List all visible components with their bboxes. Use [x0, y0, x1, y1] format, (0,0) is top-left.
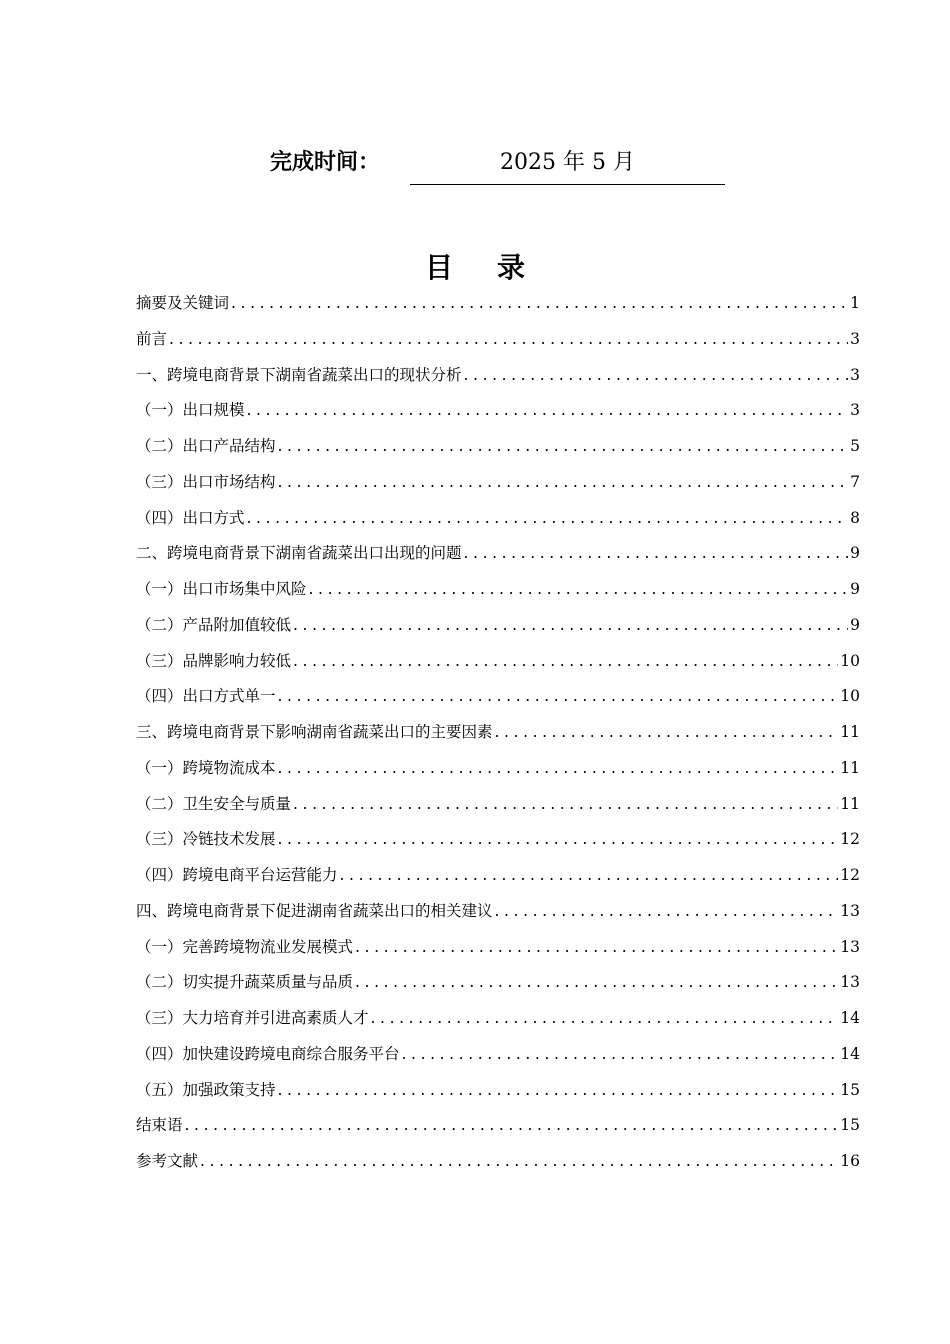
completion-date	[270, 146, 730, 186]
toc-entry-page: 9	[850, 580, 860, 598]
toc-entry-page: 11	[840, 723, 860, 741]
toc-entry-page: 13	[840, 901, 860, 920]
toc-entry[interactable]	[136, 787, 860, 823]
toc-entry-title: （四）加快建设跨境电商综合服务平台	[136, 1044, 400, 1063]
toc-entry-page: 14	[840, 1044, 860, 1063]
toc-entry-page: 12	[840, 866, 860, 884]
toc-leader-dots	[340, 858, 839, 894]
toc-entry-title: 三、跨境电商背景下影响湖南省蔬菜出口的主要因素	[136, 723, 493, 741]
toc-entry-title: 前言	[136, 329, 168, 348]
toc-entry-title: （一）出口市场集中风险	[136, 580, 307, 598]
toc-leader-dots	[355, 965, 838, 1001]
toc-entry-page: 13	[840, 937, 860, 956]
toc-leader-dots	[169, 322, 848, 358]
toc-leader-dots	[464, 358, 849, 394]
toc-entry-page: 5	[850, 437, 860, 455]
toc-leader-dots	[293, 787, 838, 823]
toc-entry-page: 3	[850, 329, 860, 348]
toc-entry-title: 二、跨境电商背景下湖南省蔬菜出口出现的问题	[136, 544, 462, 563]
toc-entry-title: （三）品牌影响力较低	[136, 651, 292, 670]
toc-entry-title: （三）大力培育并引进高素质人才	[136, 1009, 369, 1027]
toc-leader-dots	[278, 429, 849, 465]
toc-entry[interactable]	[136, 1144, 860, 1180]
toc-entry-page: 9	[850, 615, 860, 634]
toc-leader-dots	[185, 1108, 839, 1144]
toc-entry-title: 四、跨境电商背景下促进湖南省蔬菜出口的相关建议	[136, 901, 493, 920]
toc-leader-dots	[231, 286, 848, 322]
toc-entry[interactable]	[136, 965, 860, 1001]
toc-leader-dots	[355, 930, 838, 966]
toc-entry-title: 结束语	[136, 1116, 183, 1135]
toc-entry-page: 11	[840, 758, 860, 777]
toc-entry[interactable]	[136, 501, 860, 537]
toc-leader-dots	[371, 1001, 839, 1037]
toc-entry-title: （四）出口方式	[136, 508, 245, 527]
toc-entry-title: （二）卫生安全与质量	[136, 794, 292, 813]
toc-entry[interactable]	[136, 822, 860, 858]
toc-entry-page: 10	[840, 687, 860, 706]
toc-leader-dots	[278, 465, 849, 501]
toc-entry[interactable]	[136, 715, 860, 751]
toc-entry[interactable]	[136, 644, 860, 680]
toc-leader-dots	[293, 644, 838, 680]
toc-entry-title: （二）出口产品结构	[136, 437, 276, 455]
toc-leader-dots	[495, 715, 839, 751]
toc-entry[interactable]	[136, 930, 860, 966]
toc-entry[interactable]	[136, 1037, 860, 1073]
toc-entry-title: （五）加强政策支持	[136, 1080, 276, 1099]
toc-entry-page: 1	[850, 294, 860, 312]
toc-entry[interactable]	[136, 858, 860, 894]
toc-leader-dots	[247, 501, 849, 537]
toc-entry-page: 12	[840, 830, 860, 849]
toc-entry[interactable]	[136, 679, 860, 715]
toc-entry[interactable]	[136, 894, 860, 930]
toc-entry-title: （三）冷链技术发展	[136, 830, 276, 849]
toc-leader-dots	[309, 572, 849, 608]
toc-entry-title: 一、跨境电商背景下湖南省蔬菜出口的现状分析	[136, 365, 462, 384]
completion-date-label: 完成时间：	[270, 150, 381, 175]
toc-entry-page: 11	[840, 794, 860, 813]
toc-leader-dots	[200, 1144, 838, 1180]
toc-entry[interactable]	[136, 1108, 860, 1144]
toc-entry[interactable]	[136, 465, 860, 501]
toc-entry-page: 3	[850, 365, 860, 384]
toc-entry[interactable]	[136, 608, 860, 644]
toc-entry-page: 3	[850, 401, 860, 420]
toc-entry-page: 15	[840, 1080, 860, 1099]
toc-entry-title: （一）跨境物流成本	[136, 758, 276, 777]
toc-entry-title: （二）切实提升蔬菜质量与品质	[136, 973, 354, 992]
toc-entry-title: （二）产品附加值较低	[136, 615, 292, 634]
toc-entry[interactable]	[136, 286, 860, 322]
toc-entry[interactable]	[136, 1073, 860, 1109]
toc-leader-dots	[464, 536, 849, 572]
toc-entry-title: （一）完善跨境物流业发展模式	[136, 937, 354, 956]
toc-leader-dots	[278, 1073, 839, 1109]
toc-entry-page: 13	[840, 973, 860, 992]
toc-entry-page: 15	[840, 1116, 860, 1135]
toc-entry-title: （三）出口市场结构	[136, 472, 276, 491]
toc-entry-title: 摘要及关键词	[136, 294, 230, 312]
toc-leader-dots	[247, 393, 849, 429]
toc-entry-page: 16	[840, 1152, 860, 1170]
toc-leader-dots	[278, 822, 839, 858]
toc-entry-title: （四）出口方式单一	[136, 687, 276, 706]
toc-leader-dots	[495, 894, 839, 930]
toc-entry-page: 7	[850, 472, 860, 491]
toc-entry-title: （四）跨境电商平台运营能力	[136, 866, 338, 884]
toc-leader-dots	[278, 751, 839, 787]
toc-entry-page: 8	[850, 508, 860, 527]
toc-entry[interactable]	[136, 536, 860, 572]
toc-entry[interactable]	[136, 429, 860, 465]
toc-entry-page: 10	[840, 651, 860, 670]
toc-entry-title: 参考文献	[136, 1152, 199, 1170]
toc-entry[interactable]	[136, 572, 860, 608]
toc-entry[interactable]	[136, 393, 860, 429]
toc-entry-title: （一）出口规模	[136, 401, 245, 420]
toc-entry[interactable]	[136, 322, 860, 358]
table-of-contents	[136, 286, 860, 1180]
toc-leader-dots	[293, 608, 848, 644]
toc-entry[interactable]	[136, 1001, 860, 1037]
toc-entry-page: 9	[850, 544, 860, 563]
completion-date-value: 2025 年 5 月	[410, 146, 725, 185]
toc-title: 目录	[424, 251, 569, 284]
toc-entry[interactable]	[136, 751, 860, 787]
toc-entry-page: 14	[840, 1009, 860, 1027]
toc-leader-dots	[278, 679, 839, 715]
toc-entry[interactable]	[136, 358, 860, 394]
toc-leader-dots	[402, 1037, 839, 1073]
